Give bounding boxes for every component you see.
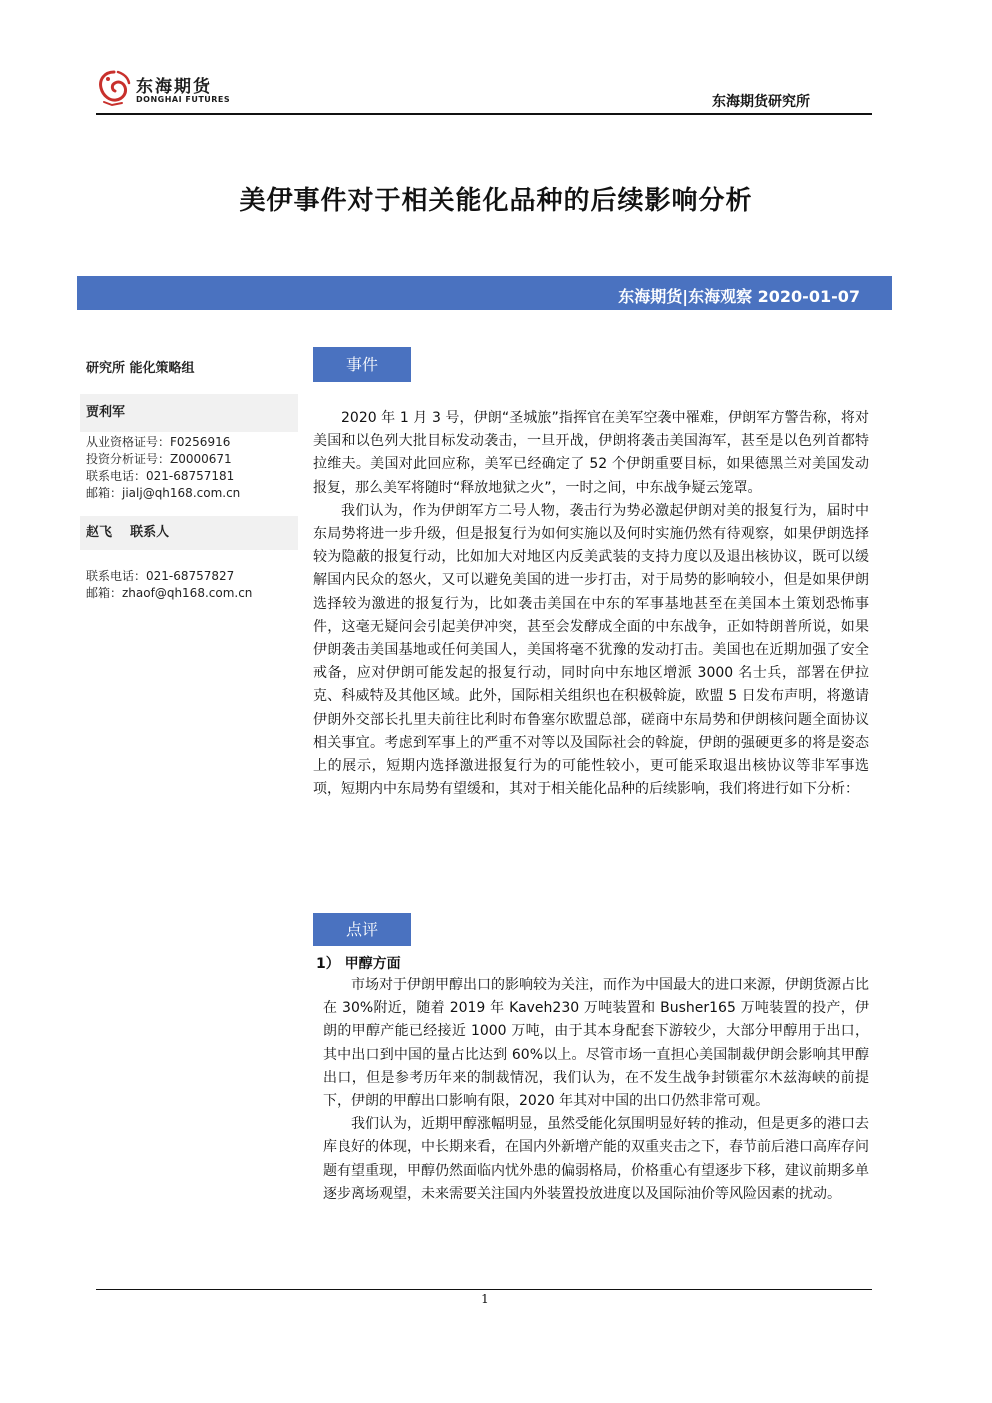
banner-text: 东海期货|东海观察 2020-01-07 xyxy=(618,287,860,306)
department-name: 研究所 能化策略组 xyxy=(86,361,195,376)
analyst1-qualification: 从业资格证号：F0256916 xyxy=(86,435,231,449)
report-banner xyxy=(77,276,892,310)
footer-rule xyxy=(96,1289,872,1290)
analyst2-email: 邮箱：zhaof@qh168.com.cn xyxy=(86,586,253,600)
methanol-body xyxy=(323,974,869,1206)
company-logo xyxy=(96,68,256,112)
logo-english-name: DONGHAI FUTURES xyxy=(136,95,231,104)
analyst2-details xyxy=(86,568,298,602)
dragon-logo-icon xyxy=(96,68,132,108)
analyst1-investment-license: 投资分析证号：Z0000671 xyxy=(86,452,232,466)
analyst1-name: 贾利军 xyxy=(86,405,126,420)
document-title: 美伊事件对于相关能化品种的后续影响分析 xyxy=(239,186,753,216)
logo-chinese-name: 东海期货 xyxy=(136,77,212,97)
event-body xyxy=(313,407,869,801)
methanol-paragraph: 我们认为，近期甲醇涨幅明显，虽然受能化氛围明显好转的推动，但是更多的港口去库良好的体现，中长期来看，在国内外新增产能的双重夹击之下，春节前后港口高库存问题有望重现，甲醇仍然面临内忧外患的偏弱格局，价格重心有望逐步下移，建议前期多单逐步离场观望，未来需要关注国内外装置投放进度以及国际油价等风险因素的扰动。 xyxy=(323,1116,869,1202)
comment-section-tag: 点评 xyxy=(313,913,411,946)
analyst1-details xyxy=(86,434,298,502)
analyst2-phone: 联系电话：021-68757827 xyxy=(86,569,235,583)
event-paragraph: 我们认为，作为伊朗军方二号人物，袭击行为势必激起伊朗对美的报复行为，届时中东局势将进一步升级，但是报复行为如何实施以及何时实施仍然有待观察，如果伊朗选择较为隐蔽的报复行动，比如加大对地区内反美武装的支持力度以及退出核协议，既可以缓解国内民众的怒火，又可以避免美国的进一步打击，对于局势的影响较小，但是如果伊朗选择较为激进的报复行为，比如袭击美国在中东的军事基地甚至在美国本土策划恐怖事件，这毫无疑问会引起美伊冲突，甚至会发酵成全面的中东战争，正如特朗普所说，如果伊朗袭击美国基地或任何美国人，美国将毫不犹豫的发动打击。美国也在近期加强了安全戒备，应对伊朗可能发起的报复行动，同时向中东地区增派 3000 名士兵，部署在伊拉克、科威特及其他区域。此外，国际相关组织也在积极斡旋，欧盟 5 日发布声明，将邀请伊朗外交部长扎里夫前往比利时布鲁塞尔欧盟总部，磋商中东局势和伊朗核问题全面协议相关事宜。考虑到军事上的严重不对等以及国际社会的斡旋，伊朗的强硬更多的将是姿态上的展示，短期内选择激进报复行为的可能性较小，更可能采取退出核协议等非军事选项，短期内中东局势有望缓和，其对于相关能化品种的后续影响，我们将进行如下分析： xyxy=(313,502,869,798)
event-paragraph: 2020 年 1 月 3 号，伊朗“圣城旅”指挥官在美军空袭中罹难，伊朗军方警告称，将对美国和以色列大批目标发动袭击，一旦开战，伊朗将袭击美国海军，甚至是以色列首都特拉维夫。美国对此回应称，美军已经确定了 52 个伊朗重要目标，如果德黑兰对美国发动报复，那么美军将随时“释放地狱之火”，一时之间，中东战争疑云笼罩。 xyxy=(313,410,869,496)
analyst1-phone: 联系电话：021-68757181 xyxy=(86,469,235,483)
institute-name: 东海期货研究所 xyxy=(712,94,810,110)
methanol-subheading: 1） 甲醇方面 xyxy=(316,956,401,972)
analyst1-email: 邮箱：jialj@qh168.com.cn xyxy=(86,486,241,500)
header-rule xyxy=(96,113,872,115)
page-number: 1 xyxy=(481,1292,489,1306)
methanol-paragraph: 市场对于伊朗甲醇出口的影响较为关注，而作为中国最大的进口来源，伊朗货源占比在 30%附近，随着 2019 年 Kaveh230 万吨装置和 Busher165 万吨装置的投产，伊朗的甲醇产能已经接近 1000 万吨，由于其本身配套下游较少，大部分甲醇用于出口，其中出口到中国的量占比达到 60%以上。尽管市场一直担心美国制裁伊朗会影响其甲醇出口，但是参考历年来的制裁情况，我们认为，在不发生战争封锁霍尔木兹海峡的前提下，伊朗的甲醇出口影响有限，2020 年其对中国的出口仍然非常可观。 xyxy=(323,977,869,1110)
event-section-tag: 事件 xyxy=(313,347,411,382)
analyst2-name: 赵飞 联系人 xyxy=(86,525,170,540)
